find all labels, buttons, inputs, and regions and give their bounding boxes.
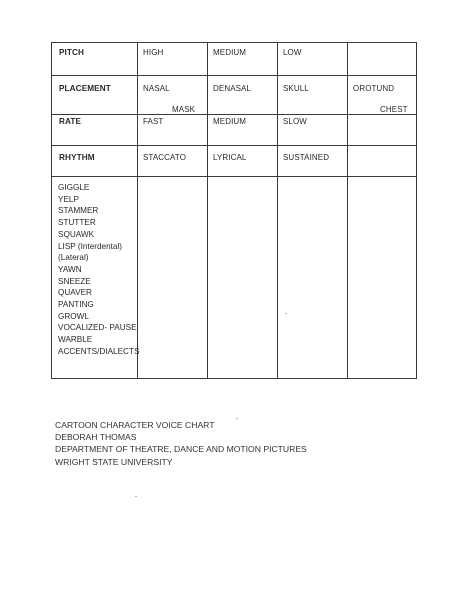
rhythm-header: RHYTHM [59, 153, 95, 162]
pitch-high: HIGH [143, 48, 164, 57]
placement-skull: SKULL [283, 84, 309, 93]
vocal-sounds-list [58, 182, 139, 358]
list-item: GIGGLE [58, 183, 90, 192]
university-name: WRIGHT STATE UNIVERSITY [55, 456, 173, 467]
list-item: SQUAWK [58, 229, 95, 239]
list-item: WARBLE [58, 335, 93, 345]
rhythm-staccato: STACCATO [143, 153, 187, 162]
rate-slow: SLOW [283, 117, 307, 126]
scan-speck [285, 313, 287, 314]
pitch-low: LOW [283, 48, 302, 57]
voice-chart-table [51, 42, 417, 379]
placement-denasal: DENASAL [213, 84, 252, 93]
placement-orotund: OROTUND [353, 84, 395, 93]
row-divider [52, 114, 416, 115]
scan-speck [236, 418, 238, 419]
list-item: YAWN [58, 264, 82, 274]
row-divider [52, 145, 416, 146]
list-item: QUAVER [58, 288, 92, 298]
row-divider [52, 176, 416, 177]
column-divider [347, 43, 348, 378]
rate-medium: MEDIUM [213, 117, 247, 126]
list-item: YELP [58, 194, 79, 204]
column-divider [207, 43, 208, 378]
list-item: LISP (Interdental) [58, 241, 123, 251]
list-item: ACCENTS/DIALECTS [58, 346, 140, 356]
column-divider [277, 43, 278, 378]
placement-chest: CHEST [380, 105, 408, 114]
author-name: DEBORAH THOMAS [55, 432, 137, 443]
rate-fast: FAST [143, 117, 164, 126]
placement-nasal: NASAL [143, 84, 170, 93]
document-footer [55, 419, 307, 468]
list-item: GROWL [58, 311, 89, 321]
rate-header: RATE [59, 117, 82, 126]
pitch-medium: MEDIUM [213, 48, 247, 57]
row-divider [52, 75, 416, 76]
list-item: STAMMER [58, 206, 99, 216]
list-item: SNEEZE [58, 276, 91, 286]
list-item: STUTTER [58, 218, 96, 228]
placement-mask: MASK [172, 105, 196, 114]
placement-header: PLACEMENT [59, 84, 111, 93]
list-item: PANTING [58, 300, 94, 310]
pitch-header: PITCH [59, 48, 85, 57]
rhythm-lyrical: LYRICAL [213, 153, 247, 162]
list-item: VOCALIZED- PAUSE [58, 323, 137, 333]
department-name: DEPARTMENT OF THEATRE, DANCE AND MOTION PICTURES [55, 444, 307, 455]
rhythm-sustained: SUSTAINED [283, 153, 330, 162]
scan-speck [135, 496, 137, 497]
document-title: CARTOON CHARACTER VOICE CHART [55, 420, 215, 430]
list-item: (Lateral) [58, 253, 89, 263]
